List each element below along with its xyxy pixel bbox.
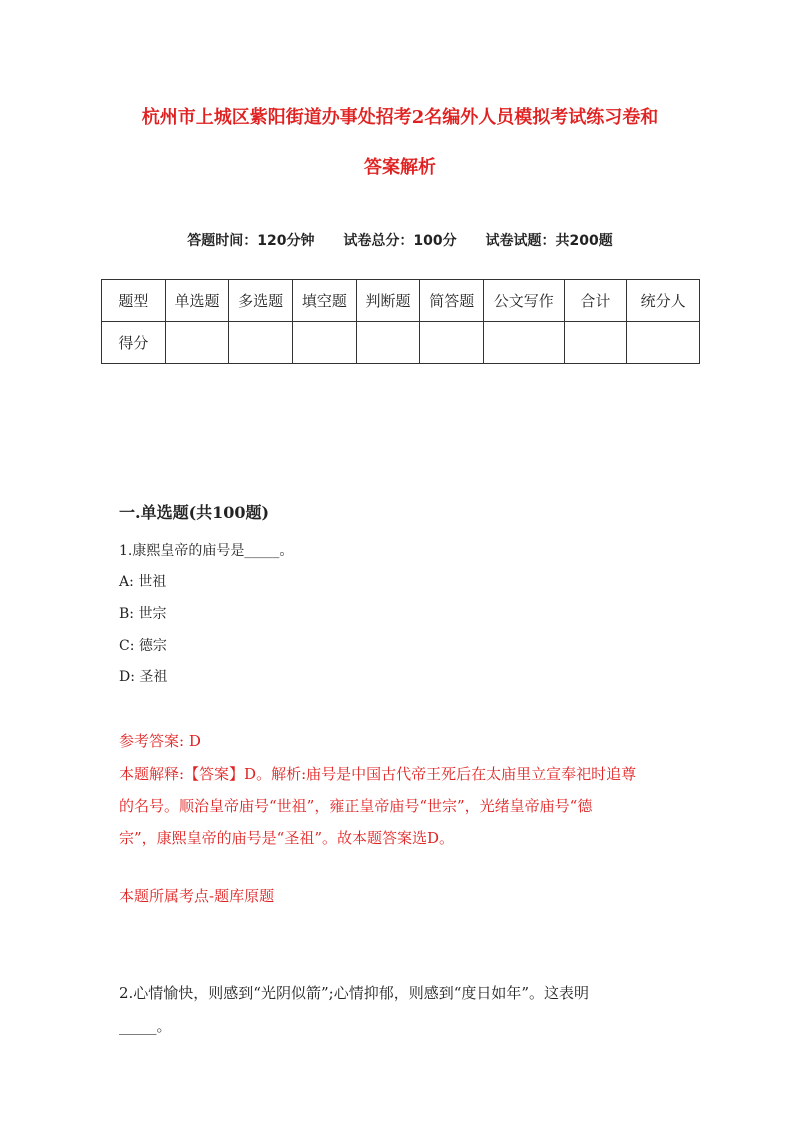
explanation-line: 宗”，康熙皇帝的庙号是“圣祖”。故本题答案选D。 [119, 829, 455, 847]
score-cell [420, 322, 484, 364]
score-row-label: 得分 [102, 322, 166, 364]
header-cell: 填空题 [293, 280, 357, 322]
question-1-option-c: C: 德宗 [119, 638, 167, 654]
header-cell: 合计 [564, 280, 627, 322]
question-1-option-a: A: 世祖 [119, 574, 167, 590]
header-cell: 简答题 [420, 280, 484, 322]
score-cell [627, 322, 700, 364]
question-2-stem-line-2: _____。 [119, 1017, 172, 1035]
title-line-1: 杭州市上城区紫阳街道办事处招考2名编外人员模拟考试练习卷和 [141, 107, 659, 128]
score-table-score-row [102, 322, 700, 364]
header-cell: 公文写作 [484, 280, 565, 322]
question-1-explanation [119, 758, 689, 854]
title-line-2: 答案解析 [364, 157, 436, 178]
exam-question-count: 试卷试题：共200题 [485, 233, 613, 249]
question-1-stem: 1.康熙皇帝的庙号是_____。 [119, 543, 294, 559]
exam-time: 答题时间：120分钟 [187, 233, 315, 249]
exam-total-score: 试卷总分：100分 [343, 233, 457, 249]
score-cell [484, 322, 565, 364]
score-cell [165, 322, 229, 364]
score-cell [356, 322, 420, 364]
question-1-option-d: D: 圣祖 [119, 669, 168, 685]
score-table-header-row [102, 280, 700, 322]
question-1-option-b: B: 世宗 [119, 606, 167, 622]
document-title [100, 93, 700, 193]
explanation-line: 的名号。顺治皇帝庙号“世祖”，雍正皇帝庙号“世宗”，光绪皇帝庙号“德 [119, 797, 593, 815]
score-cell [229, 322, 293, 364]
explanation-line: 本题解释:【答案】D。解析:庙号是中国古代帝王死后在太庙里立宣奉祀时追尊 [119, 765, 637, 783]
question-1-answer: 参考答案: D [119, 732, 201, 750]
section-title: 一.单选题(共100题) [119, 503, 270, 522]
header-cell: 统分人 [627, 280, 700, 322]
question-1-topic-tag: 本题所属考点-题库原题 [119, 887, 275, 905]
header-cell: 单选题 [165, 280, 229, 322]
exam-meta [0, 230, 800, 250]
header-cell: 多选题 [229, 280, 293, 322]
header-cell: 题型 [102, 280, 166, 322]
score-cell [293, 322, 357, 364]
header-cell: 判断题 [356, 280, 420, 322]
question-2-stem-line-1: 2.心情愉快，则感到“光阴似箭”;心情抑郁，则感到“度日如年”。这表明 [119, 984, 590, 1002]
score-table [101, 279, 700, 364]
score-cell [564, 322, 627, 364]
